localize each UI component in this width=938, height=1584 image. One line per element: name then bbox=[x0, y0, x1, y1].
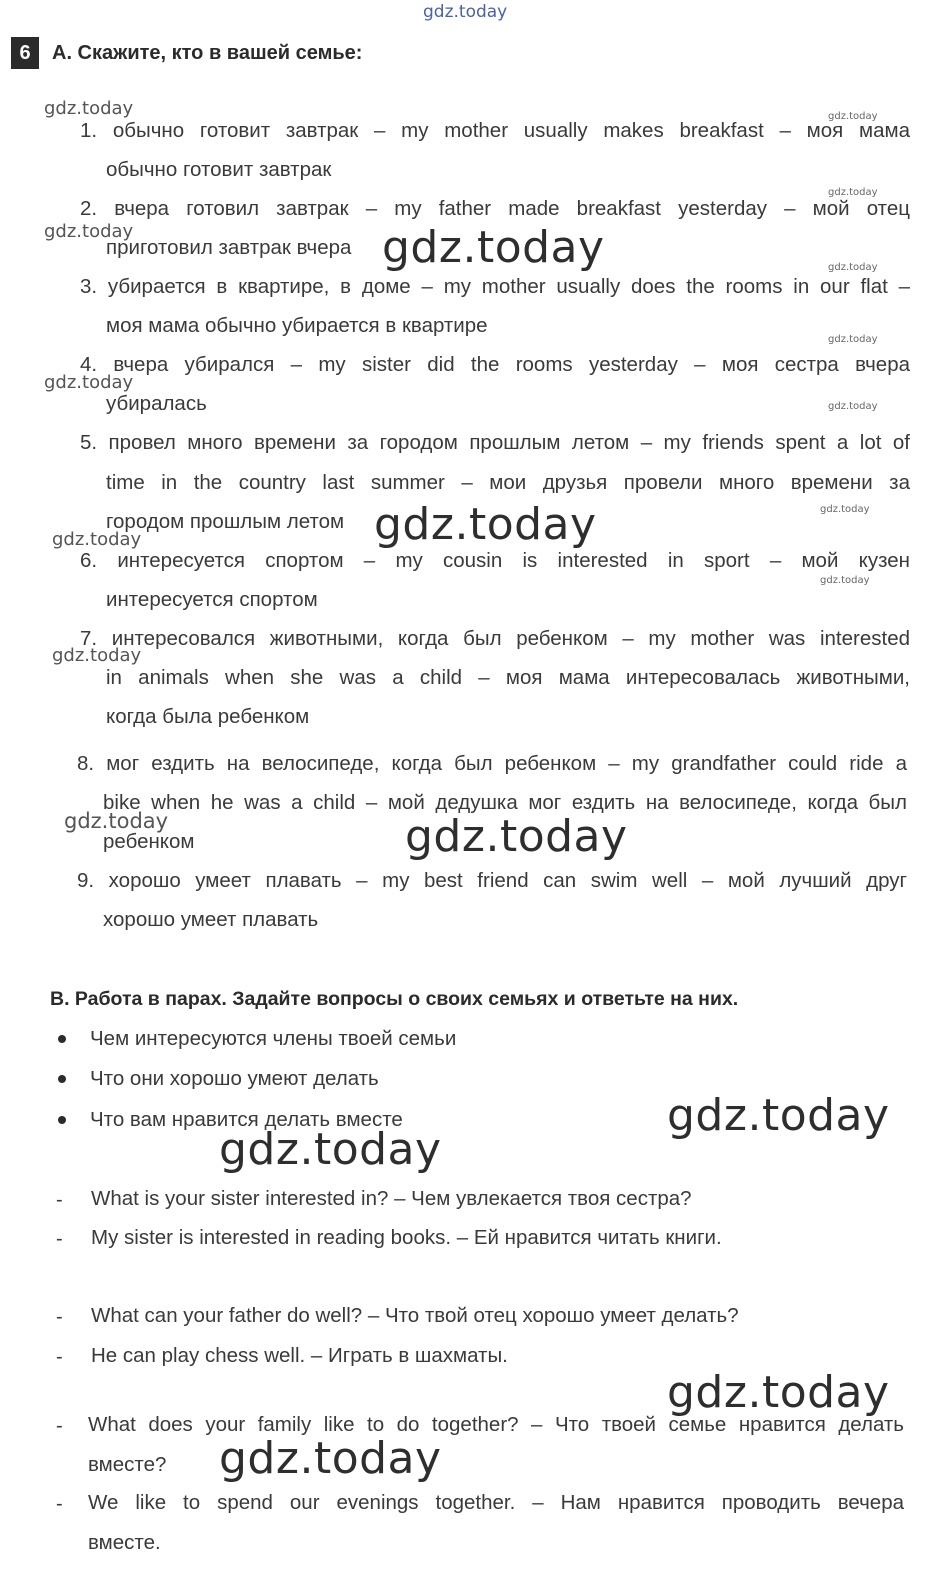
dialogue-1-dash: - bbox=[56, 1189, 63, 1211]
a-item-2-line-2: приготовил завтрак вчера bbox=[106, 236, 352, 259]
a-item-4-line-1: 4. вчера убирался – my sister did the rooms yesterday – моя сестра вчера bbox=[80, 353, 910, 376]
watermark-tiny: gdz.today bbox=[820, 504, 870, 515]
bullet-3-dot bbox=[58, 1116, 66, 1124]
dialogue-6-line-2: вместе. bbox=[88, 1531, 161, 1554]
watermark-big: gdz.today bbox=[382, 222, 605, 273]
a-item-2-line-1: 2. вчера готовил завтрак – my father made breakfast yesterday – мой отец bbox=[80, 197, 910, 220]
watermark-tiny: gdz.today bbox=[828, 401, 878, 412]
bullet-1-text: Чем интересуются члены твоей семьи bbox=[90, 1027, 457, 1050]
a-item-3-line-1: 3. убирается в квартире, в доме – my mother usually does the rooms in our flat – bbox=[80, 275, 910, 298]
a-item-1-line-1: 1. обычно готовит завтрак – my mother usually makes breakfast – моя мама bbox=[80, 119, 910, 142]
dialogue-4-text: He can play chess well. – Играть в шахматы. bbox=[91, 1344, 508, 1367]
watermark-big: gdz.today bbox=[219, 1124, 442, 1175]
dialogue-4-dash: - bbox=[56, 1346, 63, 1368]
watermark-big: gdz.today bbox=[374, 499, 597, 550]
watermark-small: gdz.today bbox=[52, 645, 142, 666]
dialogue-5-line-1: What does your family like to do together? – Что твоей семье нравится делать bbox=[88, 1413, 904, 1436]
watermark-top: gdz.today bbox=[423, 2, 508, 22]
dialogue-3-text: What can your father do well? – Что твой отец хорошо умеет делать? bbox=[91, 1304, 739, 1327]
a-item-7-line-1: 7. интересовался животными, когда был ребенком – my mother was interested bbox=[80, 627, 910, 650]
watermark-small: gdz.today bbox=[52, 529, 142, 550]
watermark-big: gdz.today bbox=[667, 1367, 890, 1418]
dialogue-3-dash: - bbox=[56, 1306, 63, 1328]
a-item-8-line-3: ребенком bbox=[103, 830, 195, 853]
dialogue-5-line-2: вместе? bbox=[88, 1453, 167, 1476]
watermark-big: gdz.today bbox=[405, 811, 628, 862]
watermark-small: gdz.today bbox=[44, 98, 134, 119]
watermark-small: gdz.today bbox=[64, 809, 169, 833]
a-item-9-line-1: 9. хорошо умеет плавать – my best friend can swim well – мой лучший друг bbox=[77, 869, 907, 892]
watermark-tiny: gdz.today bbox=[828, 111, 878, 122]
a-item-7-line-3: когда была ребенком bbox=[106, 705, 310, 728]
a-item-8-line-2: bike when he was a child – мой дедушка мог ездить на велосипеде, когда был bbox=[103, 791, 907, 814]
dialogue-1-text: What is your sister interested in? – Чем увлекается твоя сестра? bbox=[91, 1187, 692, 1210]
watermark-tiny: gdz.today bbox=[820, 575, 870, 586]
a-item-4-line-2: убиралась bbox=[106, 392, 207, 415]
exercise-number-badge: 6 bbox=[11, 37, 39, 69]
a-item-9-line-2: хорошо умеет плавать bbox=[103, 908, 319, 931]
dialogue-2-text: My sister is interested in reading books. – Ей нравится читать книги. bbox=[91, 1226, 722, 1249]
a-item-1-line-2: обычно готовит завтрак bbox=[106, 158, 332, 181]
watermark-tiny: gdz.today bbox=[828, 334, 878, 345]
dialogue-6-line-1: We like to spend our evenings together. – Нам нравится проводить вечера bbox=[88, 1491, 904, 1514]
bullet-1-dot bbox=[58, 1035, 66, 1043]
a-item-3-line-2: моя мама обычно убирается в квартире bbox=[106, 314, 488, 337]
bullet-3-text: Что вам нравится делать вместе bbox=[90, 1108, 403, 1131]
a-item-8-line-1: 8. мог ездить на велосипеде, когда был ребенком – my grandfather could ride a bbox=[77, 752, 907, 775]
section-a-heading: A. Скажите, кто в вашей семье: bbox=[52, 42, 363, 64]
section-b-heading: B. Работа в парах. Задайте вопросы о своих семьях и ответьте на них. bbox=[50, 988, 739, 1010]
bullet-2-dot bbox=[58, 1075, 66, 1083]
a-item-5-line-3: городом прошлым летом bbox=[106, 510, 345, 533]
a-item-5-line-2: time in the country last summer – мои друзья провели много времени за bbox=[106, 471, 910, 494]
watermark-big: gdz.today bbox=[219, 1433, 442, 1484]
watermark-small: gdz.today bbox=[44, 372, 134, 393]
a-item-7-line-2: in animals when she was a child – моя мама интересовалась животными, bbox=[106, 666, 910, 689]
watermark-tiny: gdz.today bbox=[828, 262, 878, 273]
dialogue-6-dash: - bbox=[56, 1493, 63, 1515]
watermark-big: gdz.today bbox=[667, 1090, 890, 1141]
a-item-6-line-2: интересуется спортом bbox=[106, 588, 318, 611]
dialogue-2-dash: - bbox=[56, 1228, 63, 1250]
a-item-5-line-1: 5. провел много времени за городом прошлым летом – my friends spent a lot of bbox=[80, 431, 910, 454]
bullet-2-text: Что они хорошо умеют делать bbox=[90, 1067, 379, 1090]
a-item-6-line-1: 6. интересуется спортом – my cousin is interested in sport – мой кузен bbox=[80, 549, 910, 572]
dialogue-5-dash: - bbox=[56, 1415, 63, 1437]
watermark-tiny: gdz.today bbox=[828, 187, 878, 198]
watermark-small: gdz.today bbox=[44, 221, 134, 242]
